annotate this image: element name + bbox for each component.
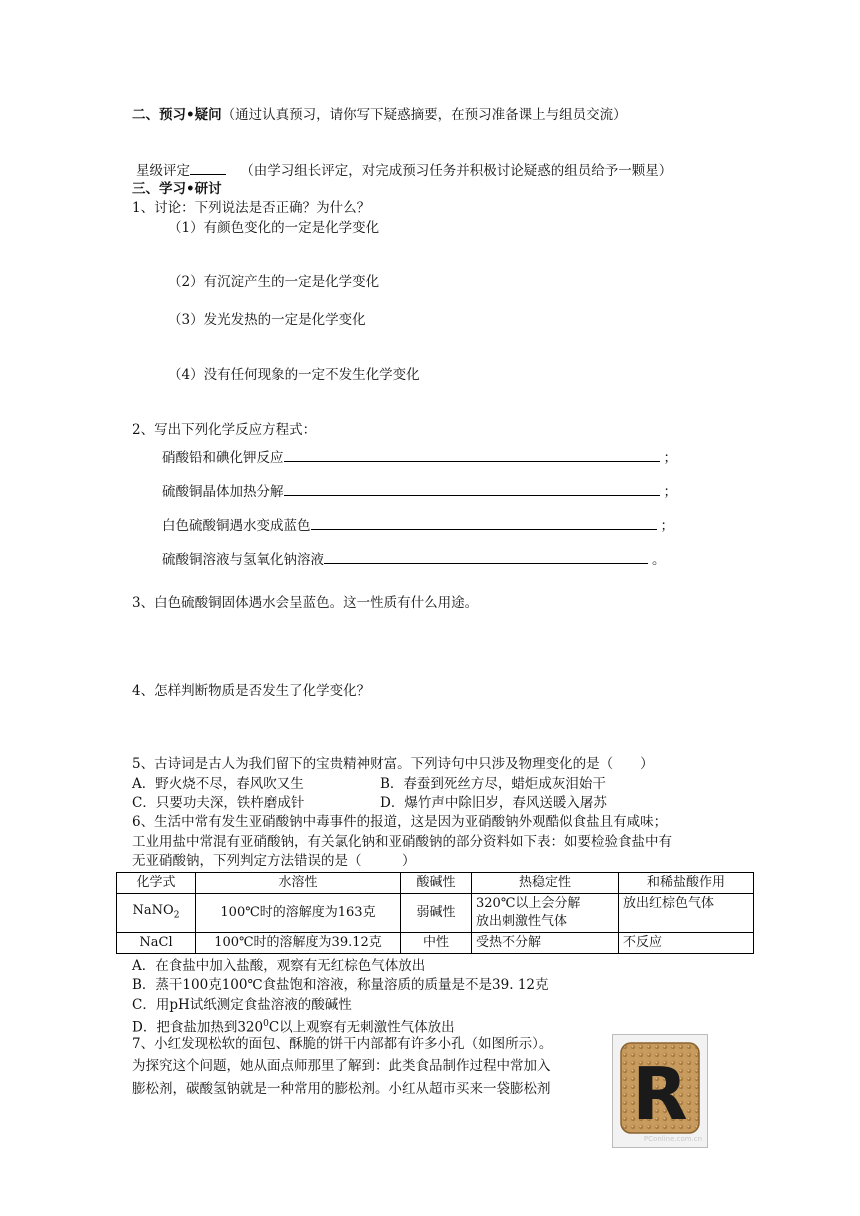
answer-blank[interactable] — [284, 447, 660, 462]
q5-option-d: D．爆竹声中除旧岁，春风送暖入屠苏 — [380, 795, 607, 811]
q3-text: 3、白色硫酸铜固体遇水会呈蓝色。这一性质有什么用途。 — [132, 595, 479, 611]
property-table — [116, 872, 754, 954]
rating-blank[interactable] — [190, 160, 226, 175]
reaction-line — [162, 549, 666, 569]
q7-line: 7、小红发现松软的面包、酥脆的饼干内部都有许多小孔（如图所示）。 — [132, 1036, 553, 1052]
q1-item: （3）发光发热的一定是化学变化 — [168, 312, 366, 328]
biscuit-r-image — [613, 1035, 707, 1147]
table-header: 化学式 — [117, 873, 196, 894]
q6-option-b: B．蒸干100克100℃食盐饱和溶液，称量溶质的质量是不是39. 12克 — [132, 977, 549, 993]
reaction-label: 硫酸铜溶液与氢氧化钠溶液 — [162, 552, 324, 568]
table-cell-solubility: 100℃时的溶解度为39.12克 — [196, 933, 401, 954]
table-header: 酸碱性 — [401, 873, 472, 894]
answer-blank[interactable] — [311, 515, 657, 530]
q6-line: 无亚硝酸钠，下列判定方法错误的是（ ） — [132, 853, 416, 869]
reaction-line — [162, 515, 674, 535]
reaction-line — [162, 481, 677, 501]
rating-label: 星级评定 — [136, 163, 190, 179]
table-cell-acidity: 弱碱性 — [401, 894, 472, 933]
table-cell-acidity: 中性 — [401, 933, 472, 954]
q7-line: 膨松剂，碳酸氢钠就是一种常用的膨松剂。小红从超市买来一袋膨松剂 — [132, 1081, 551, 1097]
table-row — [117, 894, 754, 933]
rating-note: （由学习组长评定，对完成预习任务并积极讨论疑惑的组员给予一颗星） — [240, 163, 673, 179]
answer-blank[interactable] — [284, 481, 660, 496]
q1-item: （4）没有任何现象的一定不发生化学变化 — [168, 367, 420, 383]
reaction-label: 硝酸铅和碘化钾反应 — [162, 450, 284, 466]
reaction-line — [162, 447, 677, 467]
q6-line: 工业用盐中常混有亚硝酸钠，有关氯化钠和亚硝酸钠的部分资料如下表：如要检验食盐中有 — [132, 834, 672, 850]
table-cell-hcl: 放出红棕色气体 — [619, 894, 754, 933]
figure-letter: R — [632, 1052, 688, 1136]
q6-option-d: D．把食盐加热到$320^0C$以上观察有无刺激性气体放出 — [132, 1019, 455, 1036]
table-cell-stability: 受热不分解 — [472, 933, 619, 954]
q5-option-b: B．春蚕到死丝方尽，蜡炬成灰泪始干 — [380, 776, 606, 792]
section3-heading: 三、学习•研讨 — [132, 181, 222, 197]
reaction-end: 。 — [652, 552, 666, 568]
reaction-end: ； — [660, 518, 674, 534]
table-header: 水溶性 — [196, 873, 401, 894]
reaction-end: ； — [663, 484, 677, 500]
q1-item: （2）有沉淀产生的一定是化学变化 — [168, 274, 380, 290]
q1-text: 1、讨论：下列说法是否正确？为什么？ — [132, 200, 371, 216]
q7-line: 为探究这个问题，她从面点师那里了解到：此类食品制作过程中常加入 — [132, 1058, 551, 1074]
reaction-end: ； — [663, 450, 677, 466]
table-cell-formula: NaCl — [117, 933, 196, 954]
q6-option-c: C．用pH试纸测定食盐溶液的酸碱性 — [132, 997, 352, 1013]
q5-text: 5、古诗词是古人为我们留下的宝贵精神财富。下列诗句中只涉及物理变化的是（ ） — [132, 756, 654, 772]
q6-option-a: A．在食盐中加入盐酸，观察有无红棕色气体放出 — [132, 958, 426, 974]
table-cell-hcl: 不反应 — [619, 933, 754, 954]
figure-watermark: PConline.com.cn — [643, 1135, 703, 1143]
table-row — [117, 933, 754, 954]
rating-line — [136, 160, 672, 180]
q6-line: 6、生活中常有发生亚硝酸钠中毒事件的报道，这是因为亚硝酸钠外观酷似食盐且有咸味； — [132, 814, 668, 830]
q2-text: 2、写出下列化学反应方程式： — [132, 422, 317, 438]
q4-text: 4、怎样判断物质是否发生了化学变化？ — [132, 683, 371, 699]
section2-heading: 二、预习•疑问 — [132, 107, 222, 123]
q5-option-c: C．只要功夫深，铁杵磨成针 — [132, 795, 305, 811]
answer-blank[interactable] — [324, 549, 648, 564]
table-cell-formula: NaNO$_2$ — [117, 894, 196, 933]
reaction-label: 白色硫酸铜遇水变成蓝色 — [162, 518, 311, 534]
table-cell-stability: 320℃以上会分解 放出刺激性气体 — [472, 894, 619, 933]
biscuit-figure — [612, 1034, 708, 1148]
q1-item: （1）有颜色变化的一定是化学变化 — [168, 220, 380, 236]
table-header: 和稀盐酸作用 — [619, 873, 754, 894]
table-header-row — [117, 873, 754, 894]
table-cell-solubility: 100℃时的溶解度为163克 — [196, 894, 401, 933]
reaction-label: 硫酸铜晶体加热分解 — [162, 484, 284, 500]
table-header: 热稳定性 — [472, 873, 619, 894]
section2-note: （通过认真预习，请你写下疑惑摘要，在预习准备课上与组员交流） — [221, 107, 627, 123]
q5-option-a: A．野火烧不尽，春风吹又生 — [132, 776, 304, 792]
section2-line — [132, 106, 627, 124]
